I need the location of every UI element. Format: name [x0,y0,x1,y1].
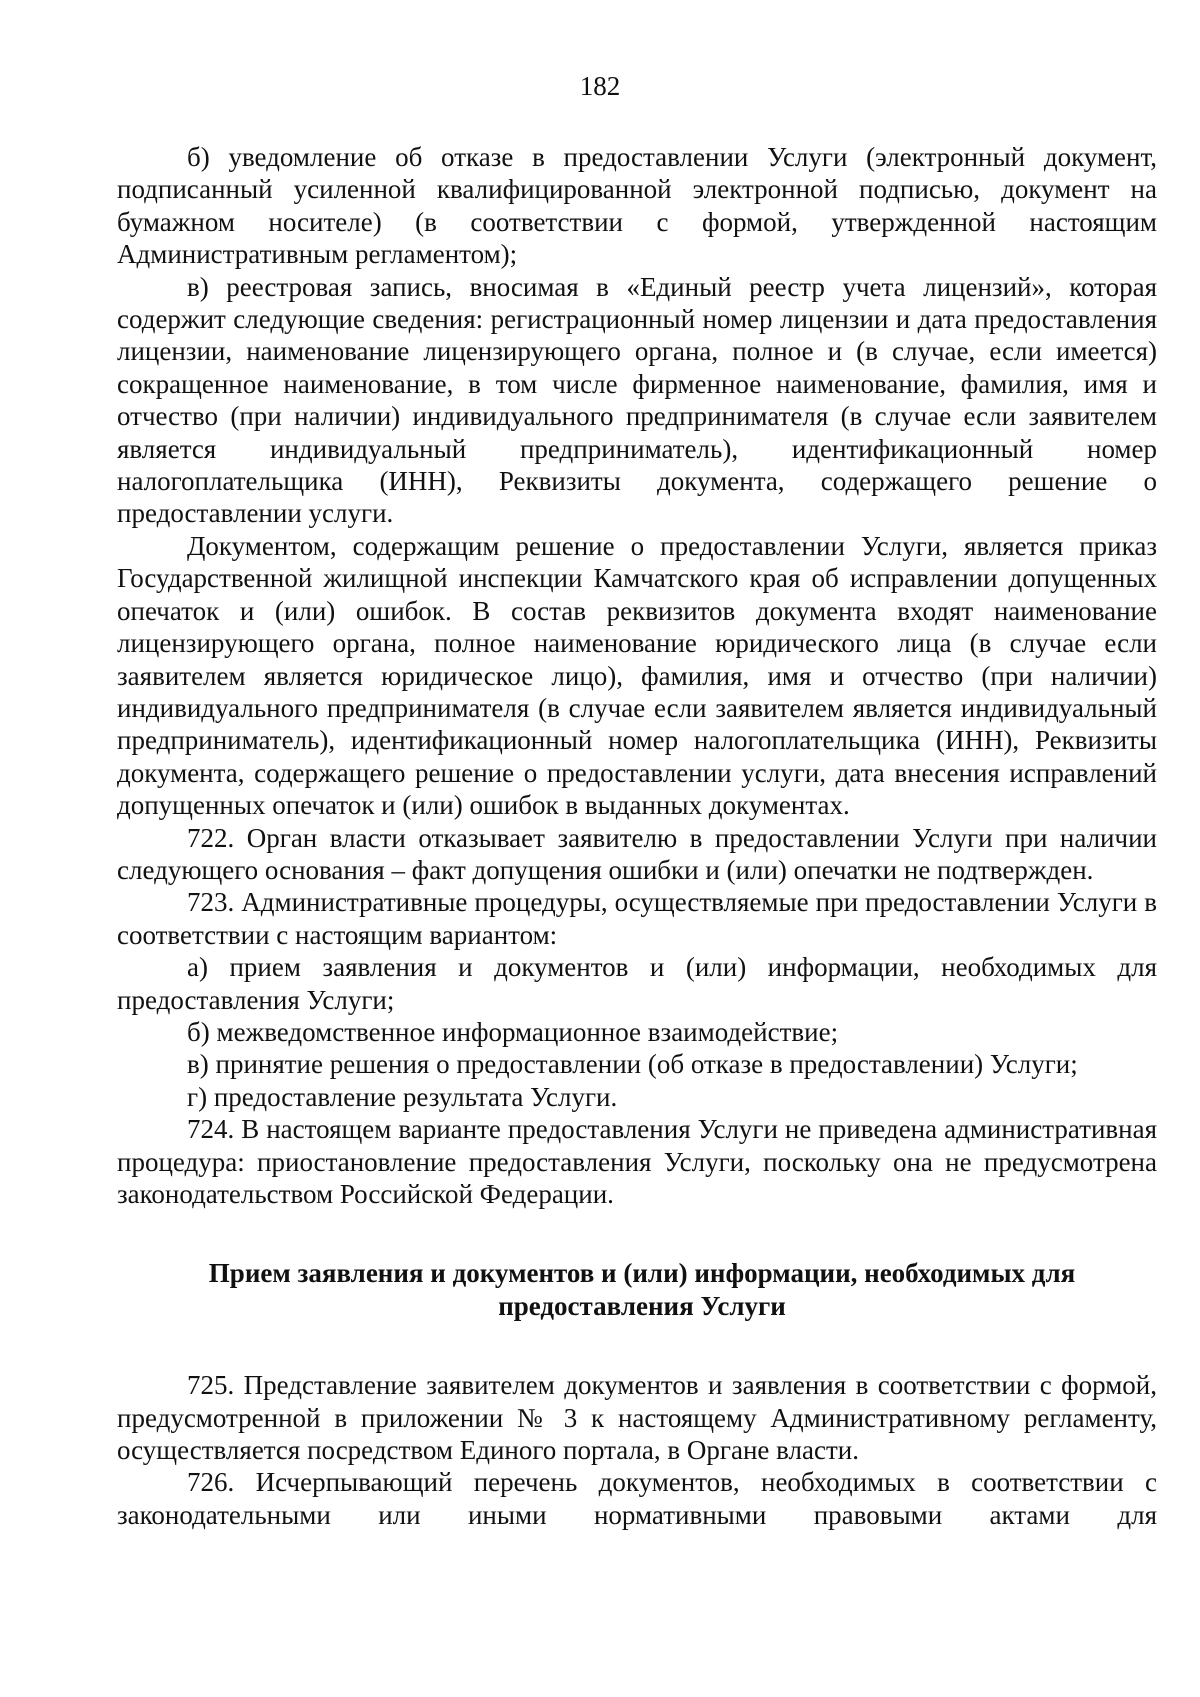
document-body [117,141,1157,1531]
section-heading-line-2: предоставления Услуги [498,1290,786,1321]
paragraph-724: 724. В настоящем варианте предоставления Услуги не приведена административная процедура: приостановление предоставления Услуги, поскольку она не предусмотрена законодательством Российской Федерации. [117,1114,1157,1209]
list-item-g: г) предоставление результата Услуги. [187,1081,618,1112]
section-heading-line-1: Прием заявления и документов и (или) информации, необходимых для [208,1258,1076,1289]
list-item-b: б) межведомственное информационное взаимодействие; [187,1016,839,1047]
paragraph-decision-document: Документом, содержащим решение о предоставлении Услуги, является приказ Государственной жилищной инспекции Камчатского края об исправлении допущенных опечаток и (или) ошибок. В состав реквизитов документа входят наименование лицензирующего органа, полное наименование юридического лица (в случае если заявителем является юридическое лицо), фамилия, имя и отчество (при наличии) индивидуального предпринимателя (в случае если заявителем является индивидуальный предприниматель), идентификационный номер налогоплательщика (ИНН), Реквизиты документа, содержащего решение о предоставлении услуги, дата внесения исправлений допущенных опечаток и (или) ошибок в выданных документах. [117,530,1157,821]
paragraph-722: 722. Орган власти отказывает заявителю в предоставлении Услуги при наличии следующего основания – факт допущения ошибки и (или) опечатки не подтвержден. [117,822,1157,885]
list-item-a: а) прием заявления и документов и (или) информации, необходимых для предоставления Услуги; [117,952,1157,1015]
paragraph-723: 723. Административные процедуры, осуществляемые при предоставлении Услуги в соответствии с настоящим вариантом: [117,887,1157,950]
paragraph-b-refusal-notice: б) уведомление об отказе в предоставлении Услуги (электронный документ, подписанный усиленной квалифицированной электронной подписью, документ на бумажном носителе) (в соответствии с формой, утвержденной настоящим Административным регламентом); [117,142,1157,270]
paragraph-725: 725. Представление заявителем документов и заявления в соответствии с формой, предусмотренной в приложении № 3 к настоящему Административному регламенту, осуществляется посредством Единого портала, в Органе власти. [117,1370,1157,1466]
section-heading [117,1257,1157,1322]
list-item-v: в) принятие решения о предоставлении (об отказе в предоставлении) Услуги; [187,1049,1078,1080]
paragraph-726: 726. Исчерпывающий перечень документов, необходимых в соответствии с законодательными или иными нормативными правовыми актами для [117,1467,1157,1530]
paragraph-v-registry-entry: в) реестровая запись, вносимая в «Единый реестр учета лицензий», которая содержит следующие сведения: регистрационный номер лицензии и дата предоставления лицензии, наименование лицензирующего органа, полное и (в случае, если имеется) сокращенное наименование, в том числе фирменное наименование, фамилия, имя и отчество (при наличии) индивидуального предпринимателя (в случае если заявителем является индивидуальный предприниматель), идентификационный номер налогоплательщика (ИНН), Реквизиты документа, содержащего решение о предоставлении услуги. [117,271,1157,529]
page-number: 182 [579,71,621,101]
